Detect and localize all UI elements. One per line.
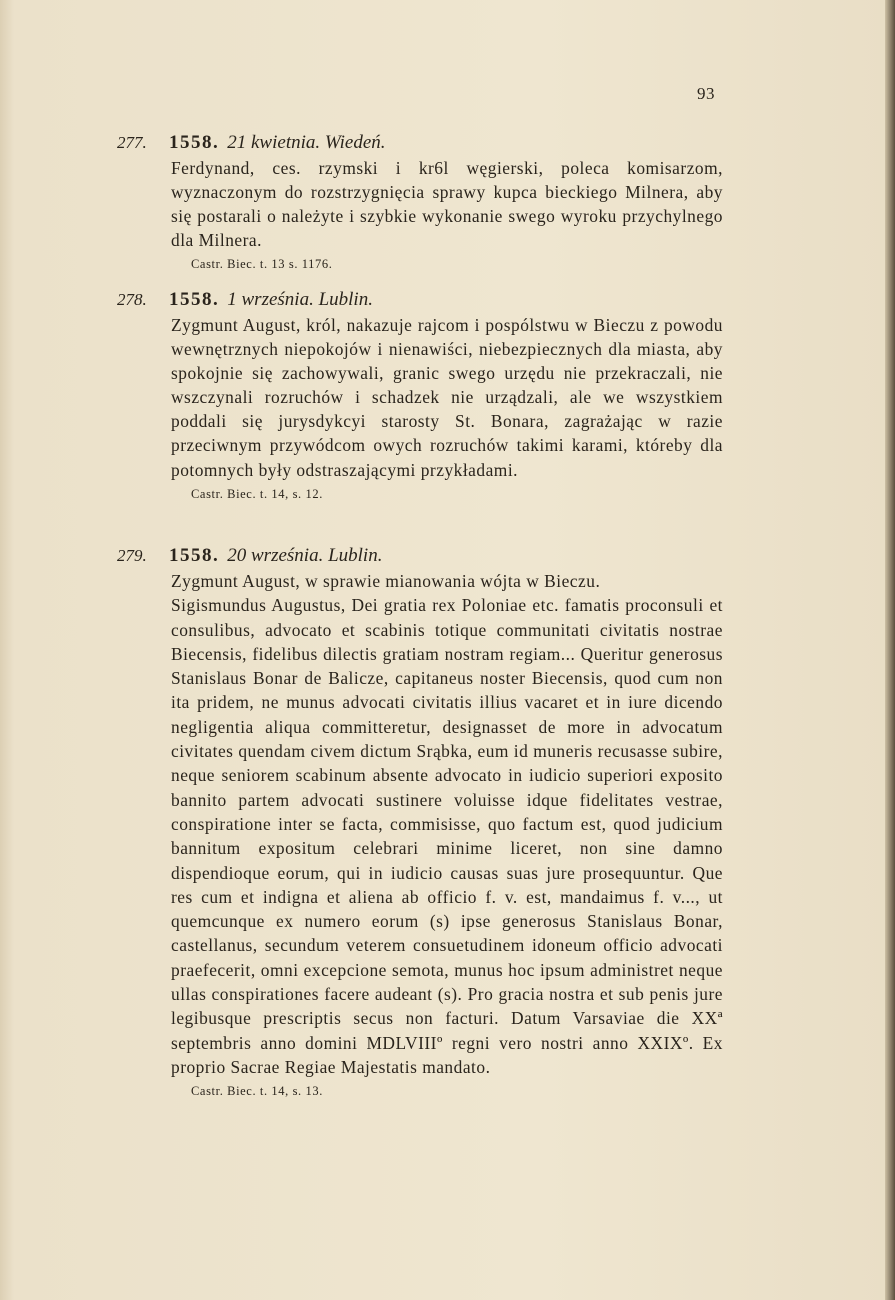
- source-citation: Castr. Biec. t. 13 s. 1176.: [191, 257, 333, 272]
- entry-number: 278.: [117, 290, 147, 309]
- entry-date: 1 września. Lublin.: [227, 289, 373, 310]
- entry-number: 277.: [117, 133, 147, 152]
- entry-summary: Zygmunt August, w sprawie mianowania wójta w Bieczu.: [171, 571, 601, 591]
- entry-date: 20 września. Lublin.: [227, 545, 383, 566]
- entry-heading: [117, 543, 722, 569]
- entry-body: [171, 313, 723, 503]
- entry-paragraph: Ferdynand, ces. rzymski i kr6l węgierski, poleca komisarzom, wyznaczonym do rozstrzygnięcia sprawy kupca bieckiego Milnera, aby się postarali o należyte i szybkie wykonanie swego wyroku przychylnego dla Milnera.: [171, 158, 723, 251]
- entry-year: 1558.: [169, 289, 220, 310]
- entry-body: [171, 569, 723, 1100]
- entry-date: 21 kwietnia. Wiedeń.: [227, 132, 386, 153]
- entry-paragraph: Zygmunt August, król, nakazuje rajcom i pospólstwu w Bieczu z powodu wewnętrznych niepokojów i nienawiści, niebezpiecznych dla miasta, aby spokojnie się zachowywali, granic swego urzędu nie przekraczali, nie wszczynali rozruchów i schadzek nie urządzali, ale we wszystkiem poddali się jurysdykcyi starosty St. Bonara, zagrażając w razie przeciwnym przywódcom owych rozruchów takimi karami, któreby dla potomnych były odstraszającymi przykładami.: [171, 315, 723, 480]
- entry-year: 1558.: [169, 545, 220, 566]
- entry-heading: [117, 287, 722, 313]
- entry-paragraph: Sigismundus Augustus, Dei gratia rex Poloniae etc. famatis proconsuli et consulibus, advocato et scabinis totique communitati civitatis nostrae Biecensis, fidelibus dilectis gratiam nostram regiam... Queritur generosus Stanislaus Bonar de Balicze, capitaneus noster Biecensis, quod cum non ita pridem, ne munus advocati civitatis illius vacaret et in iure dicendo negligentia aliqua committeretur, designasset de more in advocatum civitates quendam civem dictum Srąbka, eum id muneris recusasse subire, neque seniorem scabinum absente advocato in iudicio superiori exposito bannito partem advocati sustinere voluisse idque fidelitates vestrae, conspiratione inter se facta, commisisse, quo factum est, quod judicium bannitum expositum celebrari minime liceret, non sine damno dispendioque eorum, qui in iudicio causas suas jure prosequuntur. Que res cum et indigna et aliena ab officio f. v. est, mandaimus f. v..., ut quemcunque ex numero eorum (s) ipse generosus Stanislaus Bonar, castellanus, secundum veterem consuetudinem idoneum officio advocati praefecerit, omni excepcione semota, munus hoc ipsum administret neque ullas conspirationes facere audeant (s). Pro gracia nostra et sub penis jure legibusque prescriptis secus non facturi. Datum Varsaviae die XXª septembris anno domini MDLVIIIº regni vero nostri anno XXIXº. Ex proprio Sacrae Regiae Majestatis mandato.: [171, 595, 723, 1077]
- entry-number: 279.: [117, 546, 147, 565]
- entry-heading: [117, 130, 722, 156]
- source-citation: Castr. Biec. t. 14, s. 12.: [191, 486, 323, 501]
- entry-year: 1558.: [169, 132, 220, 153]
- entry-body: [171, 156, 723, 273]
- document-entry-279: [117, 543, 722, 1100]
- document-entry-278: [117, 287, 722, 503]
- document-entry-277: [117, 130, 722, 273]
- page-number: 93: [697, 84, 715, 103]
- source-citation: Castr. Biec. t. 14, s. 13.: [191, 1084, 323, 1099]
